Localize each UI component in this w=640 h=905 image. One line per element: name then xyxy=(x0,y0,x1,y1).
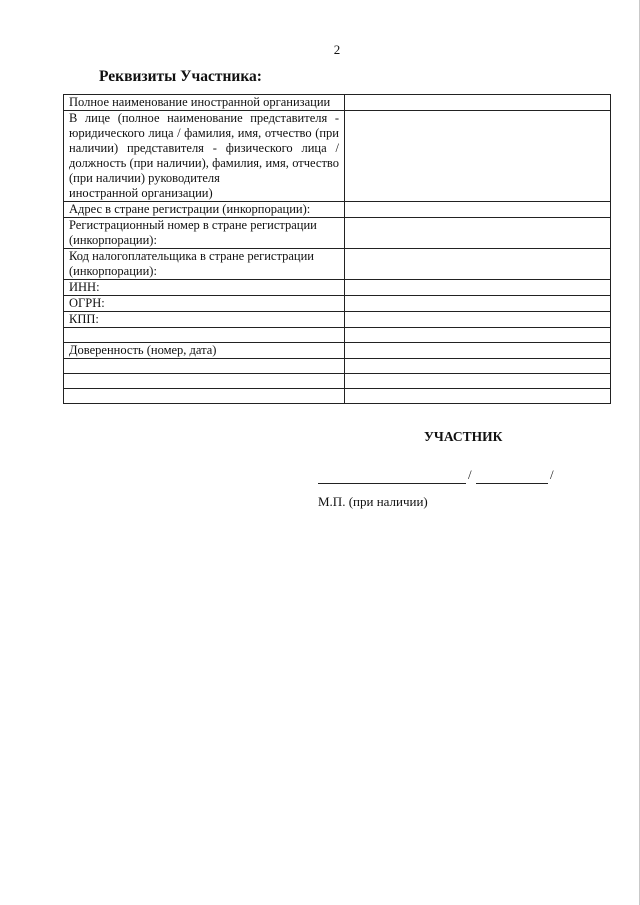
table-row xyxy=(64,343,611,359)
row-label-empty xyxy=(64,359,345,374)
row-value-registration-number xyxy=(345,218,611,249)
row-value-inn xyxy=(345,280,611,296)
row-value-empty xyxy=(345,328,611,343)
table-row xyxy=(64,359,611,374)
table-row xyxy=(64,389,611,404)
row-value-address xyxy=(345,202,611,218)
row-label-full-name: Полное наименование иностранной организации xyxy=(64,95,345,111)
table-row xyxy=(64,328,611,343)
table-row xyxy=(64,95,611,111)
row-value-represented-by xyxy=(345,111,611,202)
row-value-empty xyxy=(345,359,611,374)
table-row xyxy=(64,249,611,280)
table-row xyxy=(64,202,611,218)
row-label-taxpayer-code: Код налогоплательщика в стране регистрации (инкорпорации): xyxy=(64,249,345,280)
name-line xyxy=(476,471,548,484)
requisites-table xyxy=(63,94,611,404)
row-value-ogrn xyxy=(345,296,611,312)
row-value-full-name xyxy=(345,95,611,111)
section-title: Реквизиты Участника: xyxy=(99,68,262,85)
table-row xyxy=(64,280,611,296)
row-value-kpp xyxy=(345,312,611,328)
table-row xyxy=(64,374,611,389)
row-label-empty xyxy=(64,374,345,389)
row-label-power-of-attorney: Доверенность (номер, дата) xyxy=(64,343,345,359)
row-value-taxpayer-code xyxy=(345,249,611,280)
row-label-represented-by: В лице (полное наименование представителя - юридического лица / фамилия, имя, отчество (при наличии) представителя - физического лица / должность (при наличии), фамилия, имя, отчество (при наличии) руководителя иностранной организации) xyxy=(64,111,345,202)
row-value-power-of-attorney xyxy=(345,343,611,359)
participant-label: УЧАСТНИК xyxy=(424,429,503,444)
row-label-kpp: КПП: xyxy=(64,312,345,328)
row-label-registration-number: Регистрационный номер в стране регистрации (инкорпорации): xyxy=(64,218,345,249)
table-row xyxy=(64,111,611,202)
signature-slash: / xyxy=(550,467,554,482)
row-value-empty xyxy=(345,389,611,404)
row-label-empty xyxy=(64,389,345,404)
page-number: 2 xyxy=(333,42,341,57)
row-label-empty xyxy=(64,328,345,343)
row-value-empty xyxy=(345,374,611,389)
table-row xyxy=(64,218,611,249)
signature-slash: / xyxy=(468,467,472,482)
stamp-note: М.П. (при наличии) xyxy=(318,494,428,509)
table-row xyxy=(64,296,611,312)
table-row xyxy=(64,312,611,328)
row-label-inn: ИНН: xyxy=(64,280,345,296)
row-label-address: Адрес в стране регистрации (инкорпорации): xyxy=(64,202,345,218)
row-label-ogrn: ОГРН: xyxy=(64,296,345,312)
signature-line xyxy=(318,471,466,484)
